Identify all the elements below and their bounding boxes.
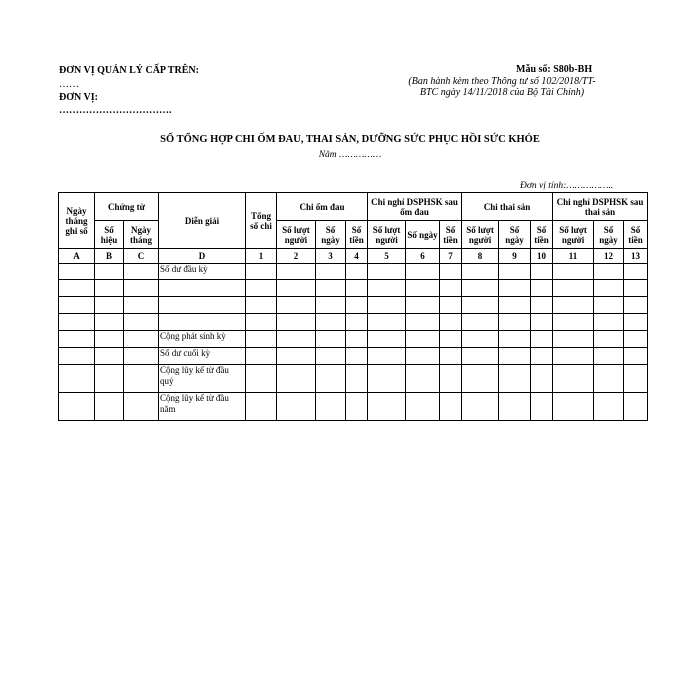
column-code: B (95, 249, 124, 264)
header-description: Diễn giải (159, 193, 246, 249)
column-code: 1 (246, 249, 277, 264)
column-code-row (59, 249, 648, 264)
header-money: Số tiền (346, 221, 368, 249)
header-days: Số ngày (499, 221, 531, 249)
column-code: C (124, 249, 159, 264)
table-row-period-total (59, 331, 648, 348)
header-voucher-date: Ngày tháng (124, 221, 159, 249)
header-people: Số lượt người (553, 221, 594, 249)
header-voucher-number: Số hiệu (95, 221, 124, 249)
table-row-closing (59, 348, 648, 365)
header-date-recorded: Ngày tháng ghi sổ (59, 193, 95, 249)
table-row-quarter-cumulative (59, 365, 648, 393)
header-days: Số ngày (594, 221, 624, 249)
document-title: SỔ TỔNG HỢP CHI ỐM ĐAU, THAI SẢN, DƯỠNG SỨC PHỤC HỒI SỨC KHỎE (160, 134, 540, 145)
header-right (396, 64, 608, 99)
header-days: Số ngày (316, 221, 346, 249)
header-left (59, 64, 199, 117)
column-code: 8 (462, 249, 499, 264)
row-label-quarter-cumulative: Cộng lũy kế từ đầu quý (159, 365, 246, 393)
table-row-blank (59, 297, 648, 314)
header-sickness-recovery: Chi nghỉ DSPHSK sau ốm đau (368, 193, 462, 221)
year-line: Năm …………… (318, 150, 382, 160)
column-code: 12 (594, 249, 624, 264)
column-code: 7 (440, 249, 462, 264)
header-days: Số ngày (406, 221, 440, 249)
header-people: Số lượt người (462, 221, 499, 249)
parent-unit-label: ĐƠN VỊ QUẢN LÝ CẤP TRÊN: (59, 65, 199, 76)
header-people: Số lượt người (368, 221, 406, 249)
header-maternity-recovery: Chi nghỉ DSPHSK sau thai sản (553, 193, 648, 221)
unit-of-measure: Đơn vị tính:…………….. (520, 181, 614, 191)
header-maternity: Chi thai sản (462, 193, 553, 221)
column-code: 5 (368, 249, 406, 264)
column-code: 2 (277, 249, 316, 264)
row-label-opening-balance: Số dư đầu kỳ (159, 264, 246, 280)
column-code: 13 (624, 249, 648, 264)
column-code: 4 (346, 249, 368, 264)
header-voucher: Chứng từ (95, 193, 159, 221)
header-money: Số tiền (531, 221, 553, 249)
column-code: 10 (531, 249, 553, 264)
column-code: 11 (553, 249, 594, 264)
column-code: 3 (316, 249, 346, 264)
header-money: Số tiền (624, 221, 648, 249)
column-code: 9 (499, 249, 531, 264)
header-sickness: Chi ốm đau (277, 193, 368, 221)
table-row-blank (59, 314, 648, 331)
table-row-opening (59, 264, 648, 280)
issued-line-1: (Ban hành kèm theo Thông tư số 102/2018/TT- (408, 75, 596, 87)
row-label-year-cumulative: Cộng lũy kế từ đầu năm (159, 393, 246, 421)
ledger-table (58, 192, 648, 421)
issued-line-2: BTC ngày 14/11/2018 của Bộ Tài Chính) (419, 87, 585, 98)
parent-unit-dots: …… (59, 79, 79, 90)
column-code: 6 (406, 249, 440, 264)
form-number: Mẫu số: S80b-BH (516, 64, 593, 75)
row-label-closing-balance: Số dư cuối kỳ (159, 348, 246, 365)
column-code: A (59, 249, 95, 264)
unit-dots: ……………………………. (59, 105, 172, 116)
header-money: Số tiền (440, 221, 462, 249)
header-total-spent: Tổng số chi (246, 193, 277, 249)
table-row-blank (59, 280, 648, 297)
table-row-year-cumulative (59, 393, 648, 421)
column-code: D (159, 249, 246, 264)
unit-label: ĐƠN VỊ: (59, 92, 98, 103)
header-people: Số lượt người (277, 221, 316, 249)
row-label-period-total: Cộng phát sinh kỳ (159, 331, 246, 348)
